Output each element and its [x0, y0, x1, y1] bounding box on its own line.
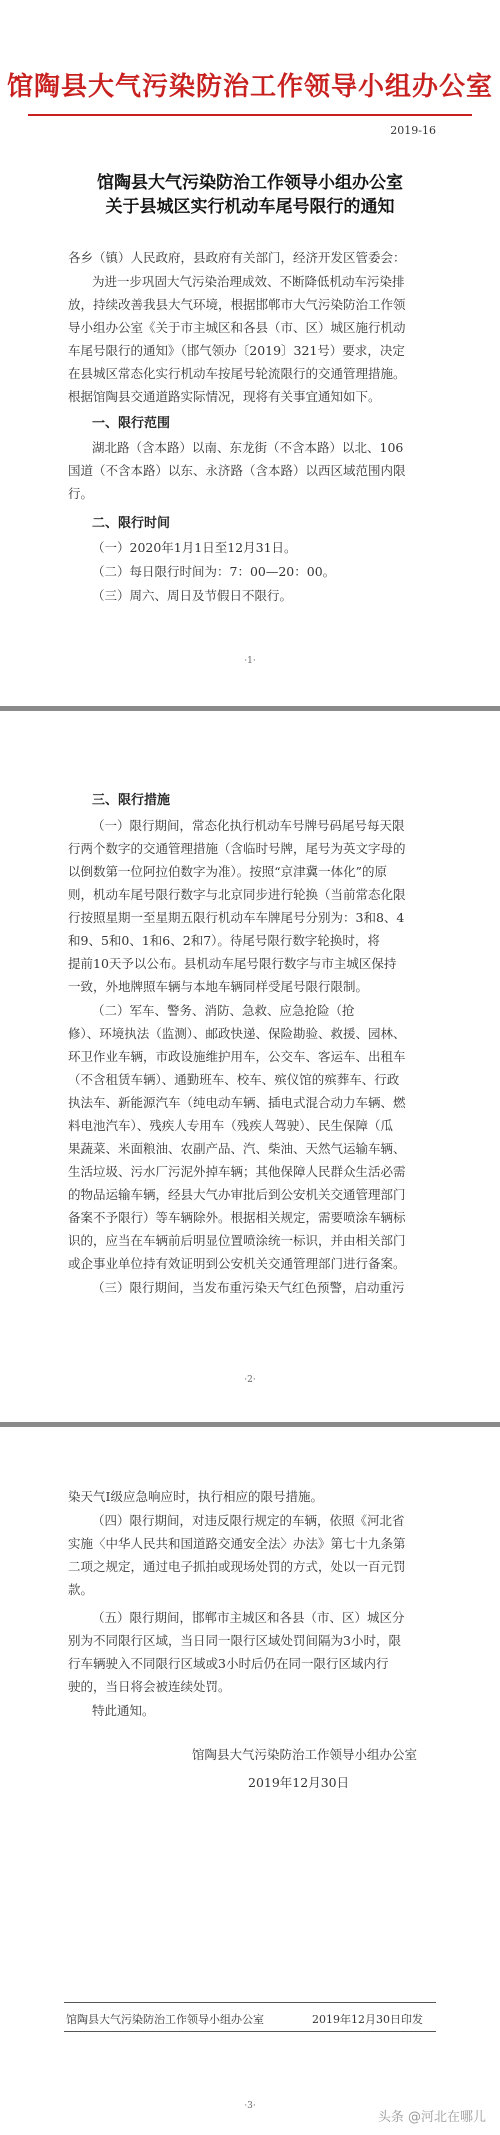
section-3-line: （三）限行期间，当发布重污染天气红色预警，启动重污 — [92, 1280, 405, 1295]
intro-line: 车尾号限行的通知》（邯气领办〔2019〕321号）要求，决定 — [68, 343, 405, 358]
letterhead-red-line — [28, 114, 472, 116]
section-3-line: 生活垃圾、污水厂污泥外掉车辆；其他保障人民群众生活必需 — [68, 1164, 406, 1179]
section-3-line: （不含租赁车辆）、通勤班车、校车、殡仪馆的殡葬车、行政 — [68, 1072, 400, 1087]
signature-org: 馆陶县大气污染防治工作领导小组办公室 — [192, 1747, 418, 1762]
section-1-line: 国道（不含本路）以东、永济路（含本路）以西区域范围内限 — [68, 463, 406, 478]
page-number: ·2· — [244, 1375, 256, 1385]
page-3-line: 别为不同限行区域，当日同一限行区域处罚间隔为3小时，限 — [68, 1633, 401, 1648]
section-2-item: （一）2020年1月1日至12月31日。 — [92, 540, 297, 555]
footer-rule-top — [64, 2002, 436, 2003]
document-number: 2019-16 — [390, 124, 436, 137]
intro-line: 导小组办公室《关于市主城区和各县（市、区）城区施行机动 — [68, 320, 406, 335]
document-page-1 — [0, 0, 500, 698]
section-3-line: 的物品运输车辆，经县大气办审批后到公安机关交通管理部门 — [68, 1187, 406, 1202]
page-number: ·3· — [244, 2101, 256, 2111]
intro-line: 在县城区常态化实行机动车按尾号轮流限行的交通管理措施。 — [68, 366, 406, 381]
signature-date: 2019年12月30日 — [248, 1775, 350, 1790]
section-3-line: 修）、环境执法（监测）、邮政快递、保险勘验、救援、园林、 — [68, 1026, 406, 1041]
footer-print-date: 2019年12月30日印发 — [312, 2013, 423, 2026]
section-3-line: 料电池汽车）、残疾人专用车（残疾人驾驶）、民生保障（瓜 — [68, 1118, 394, 1133]
page-3-line: 二项之规定，通过电子抓拍或现场处罚的方式，处以一百元罚 — [68, 1559, 406, 1574]
section-2-heading: 二、限行时间 — [92, 516, 171, 531]
section-3-line: 或企事业单位持有效证明到公安机关交通管理部门进行备案。 — [68, 1256, 406, 1271]
intro-line: 放，持续改善我县大气环境，根据邯郸市大气污染防治工作领 — [68, 297, 406, 312]
closing-remark: 特此通知。 — [92, 1703, 155, 1718]
intro-line: 根据馆陶县交通道路实际情况，现将有关事宜通知如下。 — [68, 389, 381, 404]
watermark: 头条 @河北在哪儿 — [377, 2110, 486, 2125]
page-3-line: 染天气Ⅰ级应急响应时，执行相应的限号措施。 — [68, 1489, 323, 1504]
section-3-line: 行两个数字的交通管理措施（含临时号牌，尾号为英文字母的 — [68, 841, 406, 856]
section-3-line: 则，机动车尾号限行数字与北京同步进行轮换（当前常态化限 — [68, 887, 406, 902]
section-3-line: 环卫作业车辆，市政设施维护用车，公交车、客运车、出租车 — [68, 1049, 406, 1064]
section-1-line: 湖北路（含本路）以南、东龙街（不含本路）以北、106 — [92, 440, 404, 455]
section-2-item: （三）周六、周日及节假日不限行。 — [92, 588, 293, 603]
section-1-heading: 一、限行范围 — [92, 416, 171, 431]
footer-rule-bottom — [64, 2031, 436, 2032]
section-3-line: 以倒数第一位阿拉伯数字为准）。按照“京津冀一体化”的原 — [68, 864, 388, 879]
section-3-line: 备案不予限行）等车辆除外。根据相关规定，需要喷涂车辆标 — [68, 1210, 406, 1225]
page-3-line: （四）限行期间，对违反限行规定的车辆，依照《河北省 — [92, 1513, 405, 1528]
page-3-line: 行车辆驶入不同限行区域或3小时后仍在同一限行区域内行 — [68, 1656, 389, 1671]
section-1-line: 行。 — [68, 486, 94, 501]
footer-issuer: 馆陶县大气污染防治工作领导小组办公室 — [66, 2013, 264, 2026]
document-page-2 — [0, 711, 500, 1416]
letterhead-title: 馆陶县大气污染防治工作领导小组办公室 — [6, 72, 493, 102]
page-3-line: 款。 — [68, 1582, 94, 1597]
intro-line: 为进一步巩固大气污染治理成效、不断降低机动车污染排 — [92, 274, 405, 289]
section-3-line: 执法车、新能源汽车（纯电动车辆、插电式混合动力车辆、燃 — [68, 1095, 406, 1110]
addressee: 各乡（镇）人民政府，县政府有关部门，经济开发区管委会： — [68, 250, 406, 265]
section-3-line: 果蔬菜、米面粮油、农副产品、汽、柴油、天然气运输车辆、 — [68, 1141, 406, 1156]
section-3-line: 一致，外地牌照车辆与本地车辆同样受尾号限行限制。 — [68, 979, 369, 994]
page-number: ·1· — [244, 656, 256, 666]
section-3-line: 提前10天予以公布。县机动车尾号限行数字与市主城区保持 — [68, 956, 397, 971]
document-title-line-1: 馆陶县大气污染防治工作领导小组办公室 — [97, 173, 403, 193]
page-3-line: 驶的，当日将会被连续处罚。 — [68, 1679, 231, 1694]
document-page-3 — [0, 1427, 500, 2135]
page-3-line: （五）限行期间，邯郸市主城区和各县（市、区）城区分 — [92, 1610, 405, 1625]
section-3-line: （一）限行期间，常态化执行机动车号牌号码尾号每天限 — [92, 818, 405, 833]
page-3-line: 实施〈中华人民共和国道路交通安全法〉办法》第七十九条第 — [68, 1536, 406, 1551]
section-2-item: （二）每日限行时间为：7：00—20：00。 — [92, 564, 336, 579]
section-3-heading: 三、限行措施 — [92, 793, 171, 808]
section-3-line: 行按照星期一至星期五限行机动车车牌尾号分别为：3和8、4 — [68, 910, 405, 925]
section-3-line: 识的，应当在车辆前后明显位置喷涂统一标识，并由相关部门 — [68, 1233, 406, 1248]
section-3-line: 和9、5和0、1和6、2和7）。待尾号限行数字轮换时，将 — [68, 933, 380, 948]
document-title-line-2: 关于县城区实行机动车尾号限行的通知 — [105, 197, 395, 217]
section-3-line: （二）军车、警务、消防、急救、应急抢险（抢 — [92, 1003, 355, 1018]
